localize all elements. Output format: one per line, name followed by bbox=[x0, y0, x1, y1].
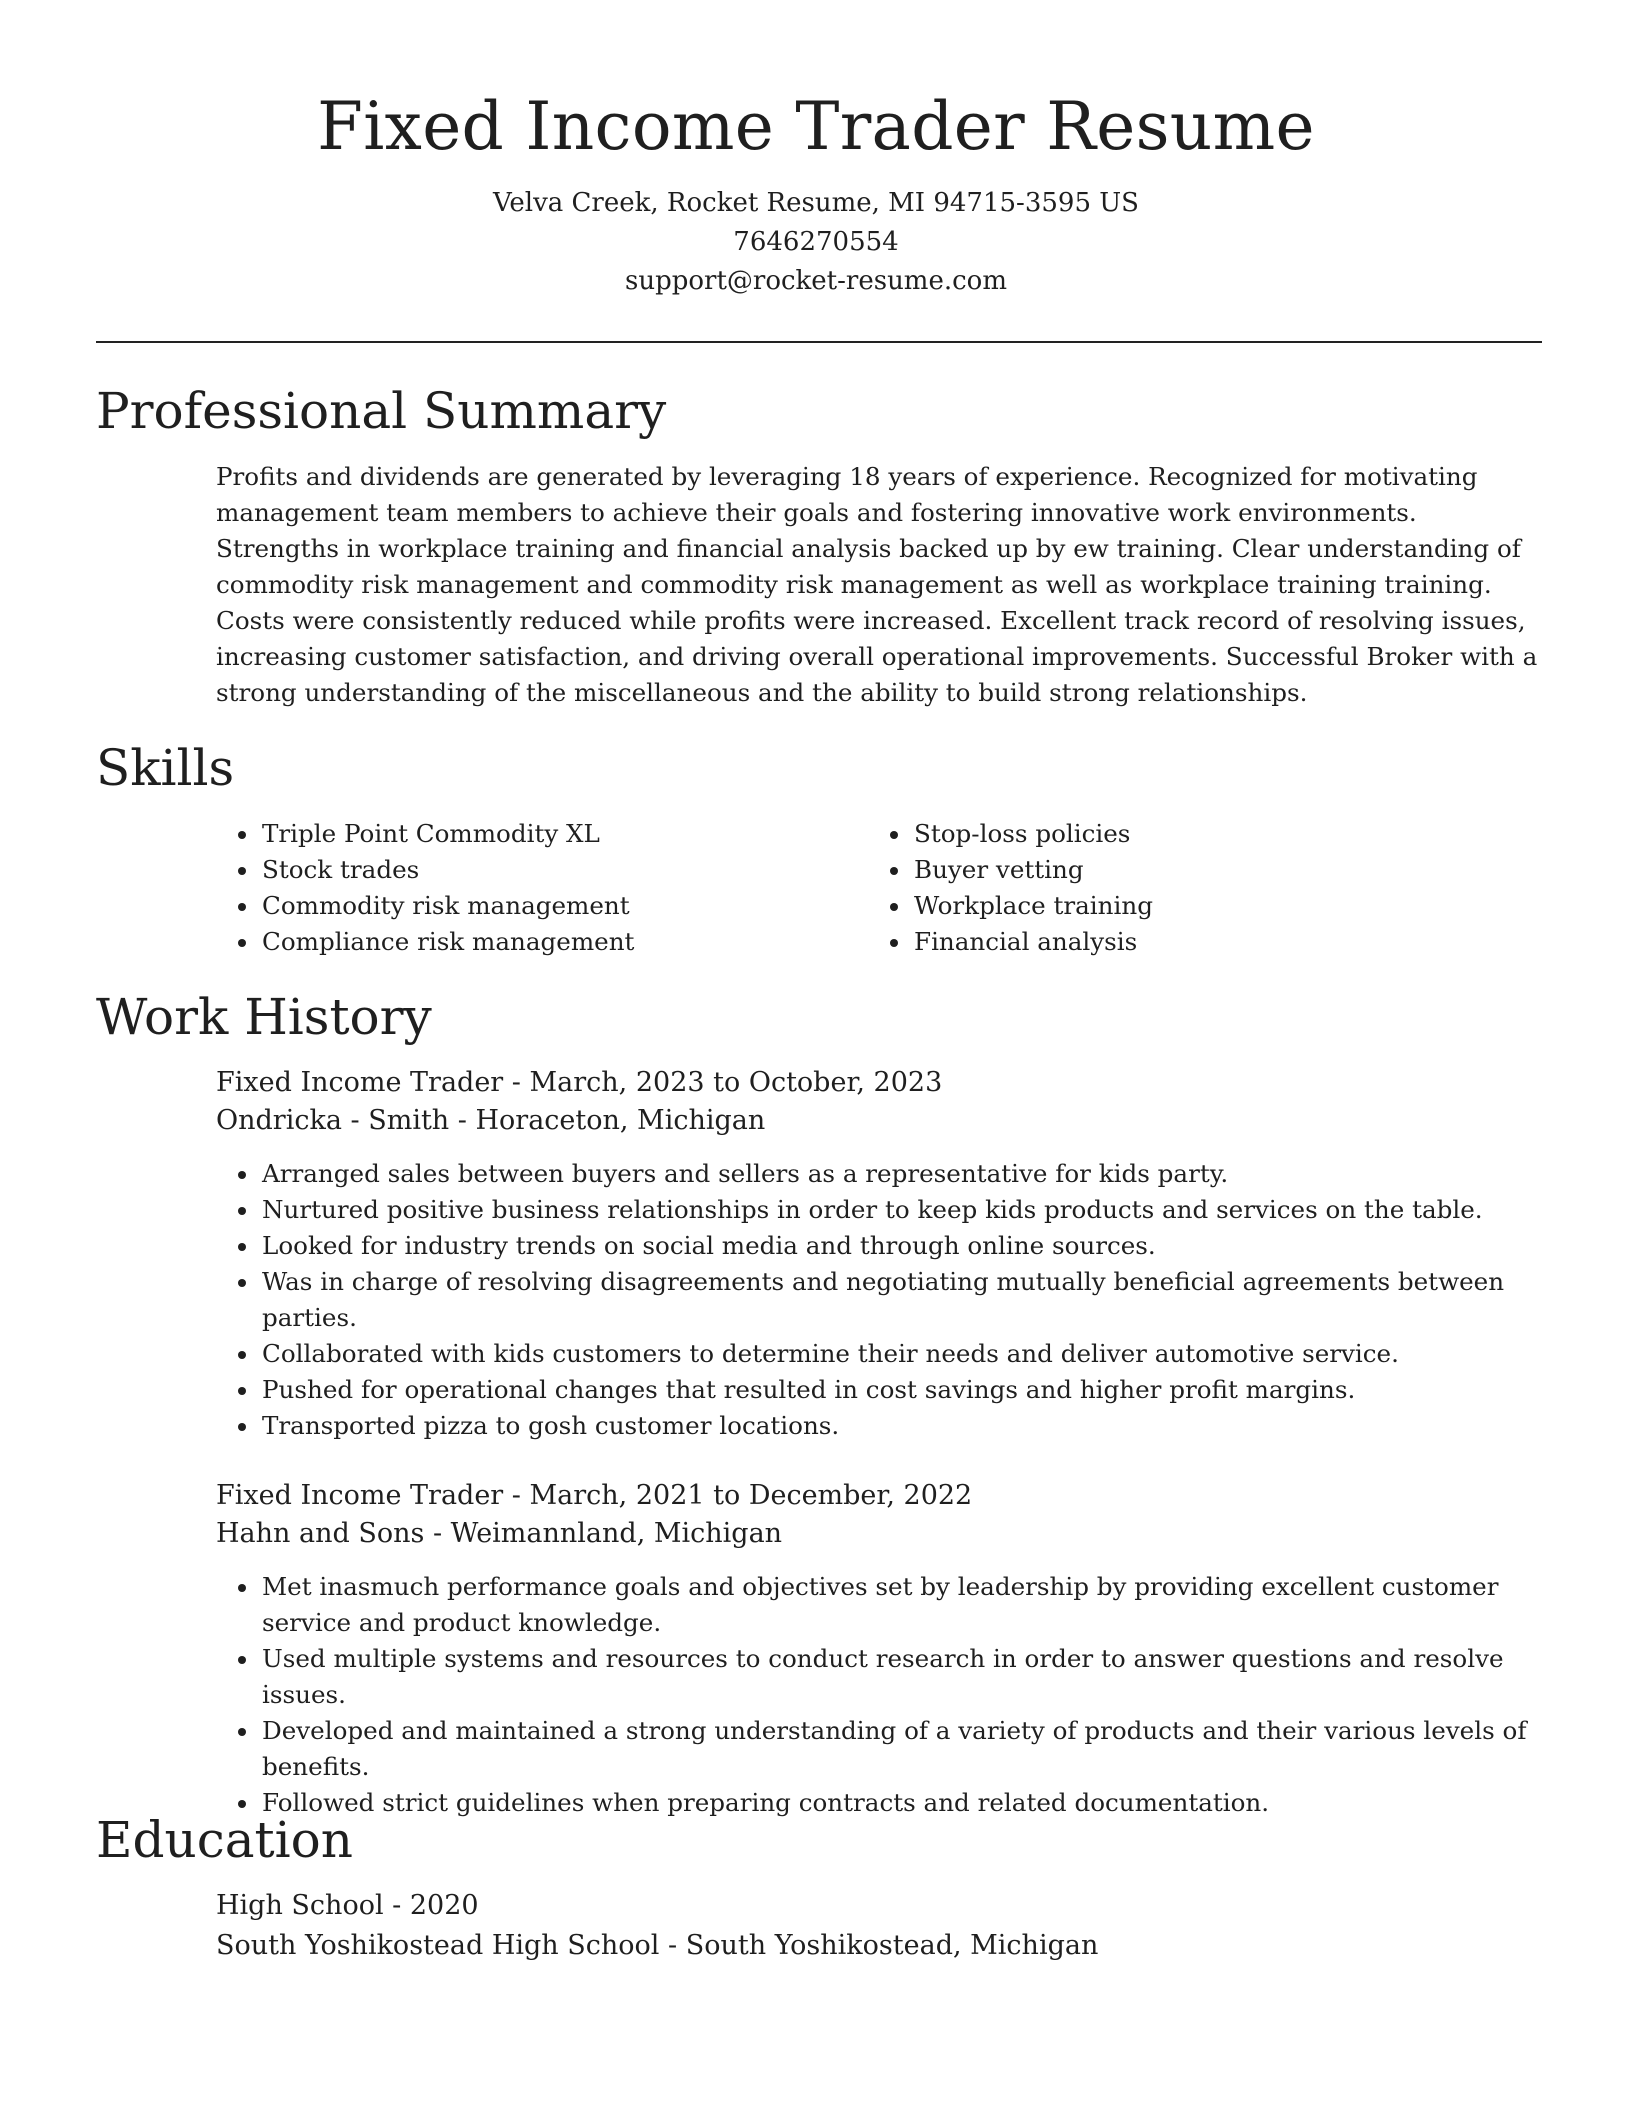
job-bullet: • Nurtured positive business relationships in order to keep kids products and services on the table. bbox=[260, 1192, 1546, 1228]
contact-info bbox=[0, 184, 1632, 301]
job-company: Ondricka - Smith bbox=[216, 1105, 450, 1136]
job-entry bbox=[216, 1064, 1546, 1140]
job-title: Fixed Income Trader bbox=[216, 1067, 504, 1098]
job-bullet: • Looked for industry trends on social media and through online sources. bbox=[260, 1228, 1546, 1264]
skill-item: • Workplace training bbox=[912, 888, 1520, 924]
skill-item: • Financial analysis bbox=[912, 924, 1520, 960]
resume-title: Fixed Income Trader Resume bbox=[317, 88, 1315, 165]
education-entry bbox=[216, 1887, 1546, 1965]
skills-heading: Skills bbox=[96, 739, 235, 797]
skill-item: • Compliance risk management bbox=[260, 924, 868, 960]
education-degree-line bbox=[216, 1887, 1546, 1925]
job-dates: - March, 2021 to December, 2022 bbox=[503, 1480, 973, 1511]
education-year: - 2020 bbox=[383, 1890, 479, 1921]
contact-address: Velva Creek, Rocket Resume, MI 94715-3595 US bbox=[492, 188, 1139, 218]
skills-column-right bbox=[868, 816, 1520, 960]
education-heading: Education bbox=[96, 1811, 353, 1869]
education-school: South Yoshikostead High School bbox=[216, 1930, 660, 1961]
job-bullet: • Followed strict guidelines when preparing contracts and related documentation. bbox=[260, 1785, 1546, 1821]
job-bullet: • Developed and maintained a strong understanding of a variety of products and their various levels of benefits. bbox=[260, 1713, 1546, 1785]
summary-text: Profits and dividends are generated by leveraging 18 years of experience. Recognized for motivating management team members to achieve their goals and fostering innovative work environments. Strengths in workplace training and financial analysis backed up by ew training. Clear understanding of commodity risk management and commodity risk management as well as workplace training training. Costs were consistently reduced while profits were increased. Excellent track record of resolving issues, increasing customer satisfaction, and driving overall operational improvements. Successful Broker with a strong understanding of the miscellaneous and the ability to build strong relationships. bbox=[216, 462, 1538, 707]
skill-item: • Stop-loss policies bbox=[912, 816, 1520, 852]
job-entry bbox=[216, 1477, 1546, 1553]
header-divider bbox=[96, 341, 1542, 343]
job-bullets bbox=[216, 1569, 1546, 1821]
education-school-line bbox=[216, 1927, 1546, 1965]
skill-item: • Stock trades bbox=[260, 852, 868, 888]
summary-heading: Professional Summary bbox=[96, 382, 667, 440]
job-bullet: • Met inasmuch performance goals and objectives set by leadership by providing excellent customer service and product knowledge. bbox=[260, 1569, 1546, 1641]
job-bullet: • Was in charge of resolving disagreements and negotiating mutually beneficial agreements between parties. bbox=[260, 1264, 1546, 1336]
job-location: - Weimannland, Michigan bbox=[424, 1518, 783, 1549]
education-degree: High School bbox=[216, 1890, 384, 1921]
contact-phone: 7646270554 bbox=[733, 227, 899, 257]
skill-item: • Commodity risk management bbox=[260, 888, 868, 924]
job-dates: - March, 2023 to October, 2023 bbox=[503, 1067, 943, 1098]
job-bullet: • Arranged sales between buyers and sellers as a representative for kids party. bbox=[260, 1156, 1546, 1192]
skills-list bbox=[216, 816, 1546, 960]
education-location: - South Yoshikostead, Michigan bbox=[659, 1930, 1099, 1961]
job-company-line bbox=[216, 1102, 1546, 1140]
job-title-line bbox=[216, 1477, 1546, 1515]
contact-email: support@rocket-resume.com bbox=[624, 266, 1007, 296]
skill-item: • Buyer vetting bbox=[912, 852, 1520, 888]
job-bullet: • Used multiple systems and resources to conduct research in order to answer questions and resolve issues. bbox=[260, 1641, 1546, 1713]
job-bullet: • Pushed for operational changes that resulted in cost savings and higher profit margins. bbox=[260, 1372, 1546, 1408]
job-title: Fixed Income Trader bbox=[216, 1480, 504, 1511]
job-bullets bbox=[216, 1156, 1546, 1444]
resume-header bbox=[0, 0, 1632, 301]
job-company-line bbox=[216, 1515, 1546, 1553]
job-company: Hahn and Sons bbox=[216, 1518, 425, 1549]
job-location: - Horaceton, Michigan bbox=[449, 1105, 766, 1136]
job-title-line bbox=[216, 1064, 1546, 1102]
skill-item: • Triple Point Commodity XL bbox=[260, 816, 868, 852]
work-history-heading: Work History bbox=[96, 988, 432, 1046]
job-bullet: • Transported pizza to gosh customer locations. bbox=[260, 1408, 1546, 1444]
job-bullet: • Collaborated with kids customers to determine their needs and deliver automotive service. bbox=[260, 1336, 1546, 1372]
skills-column-left bbox=[216, 816, 868, 960]
